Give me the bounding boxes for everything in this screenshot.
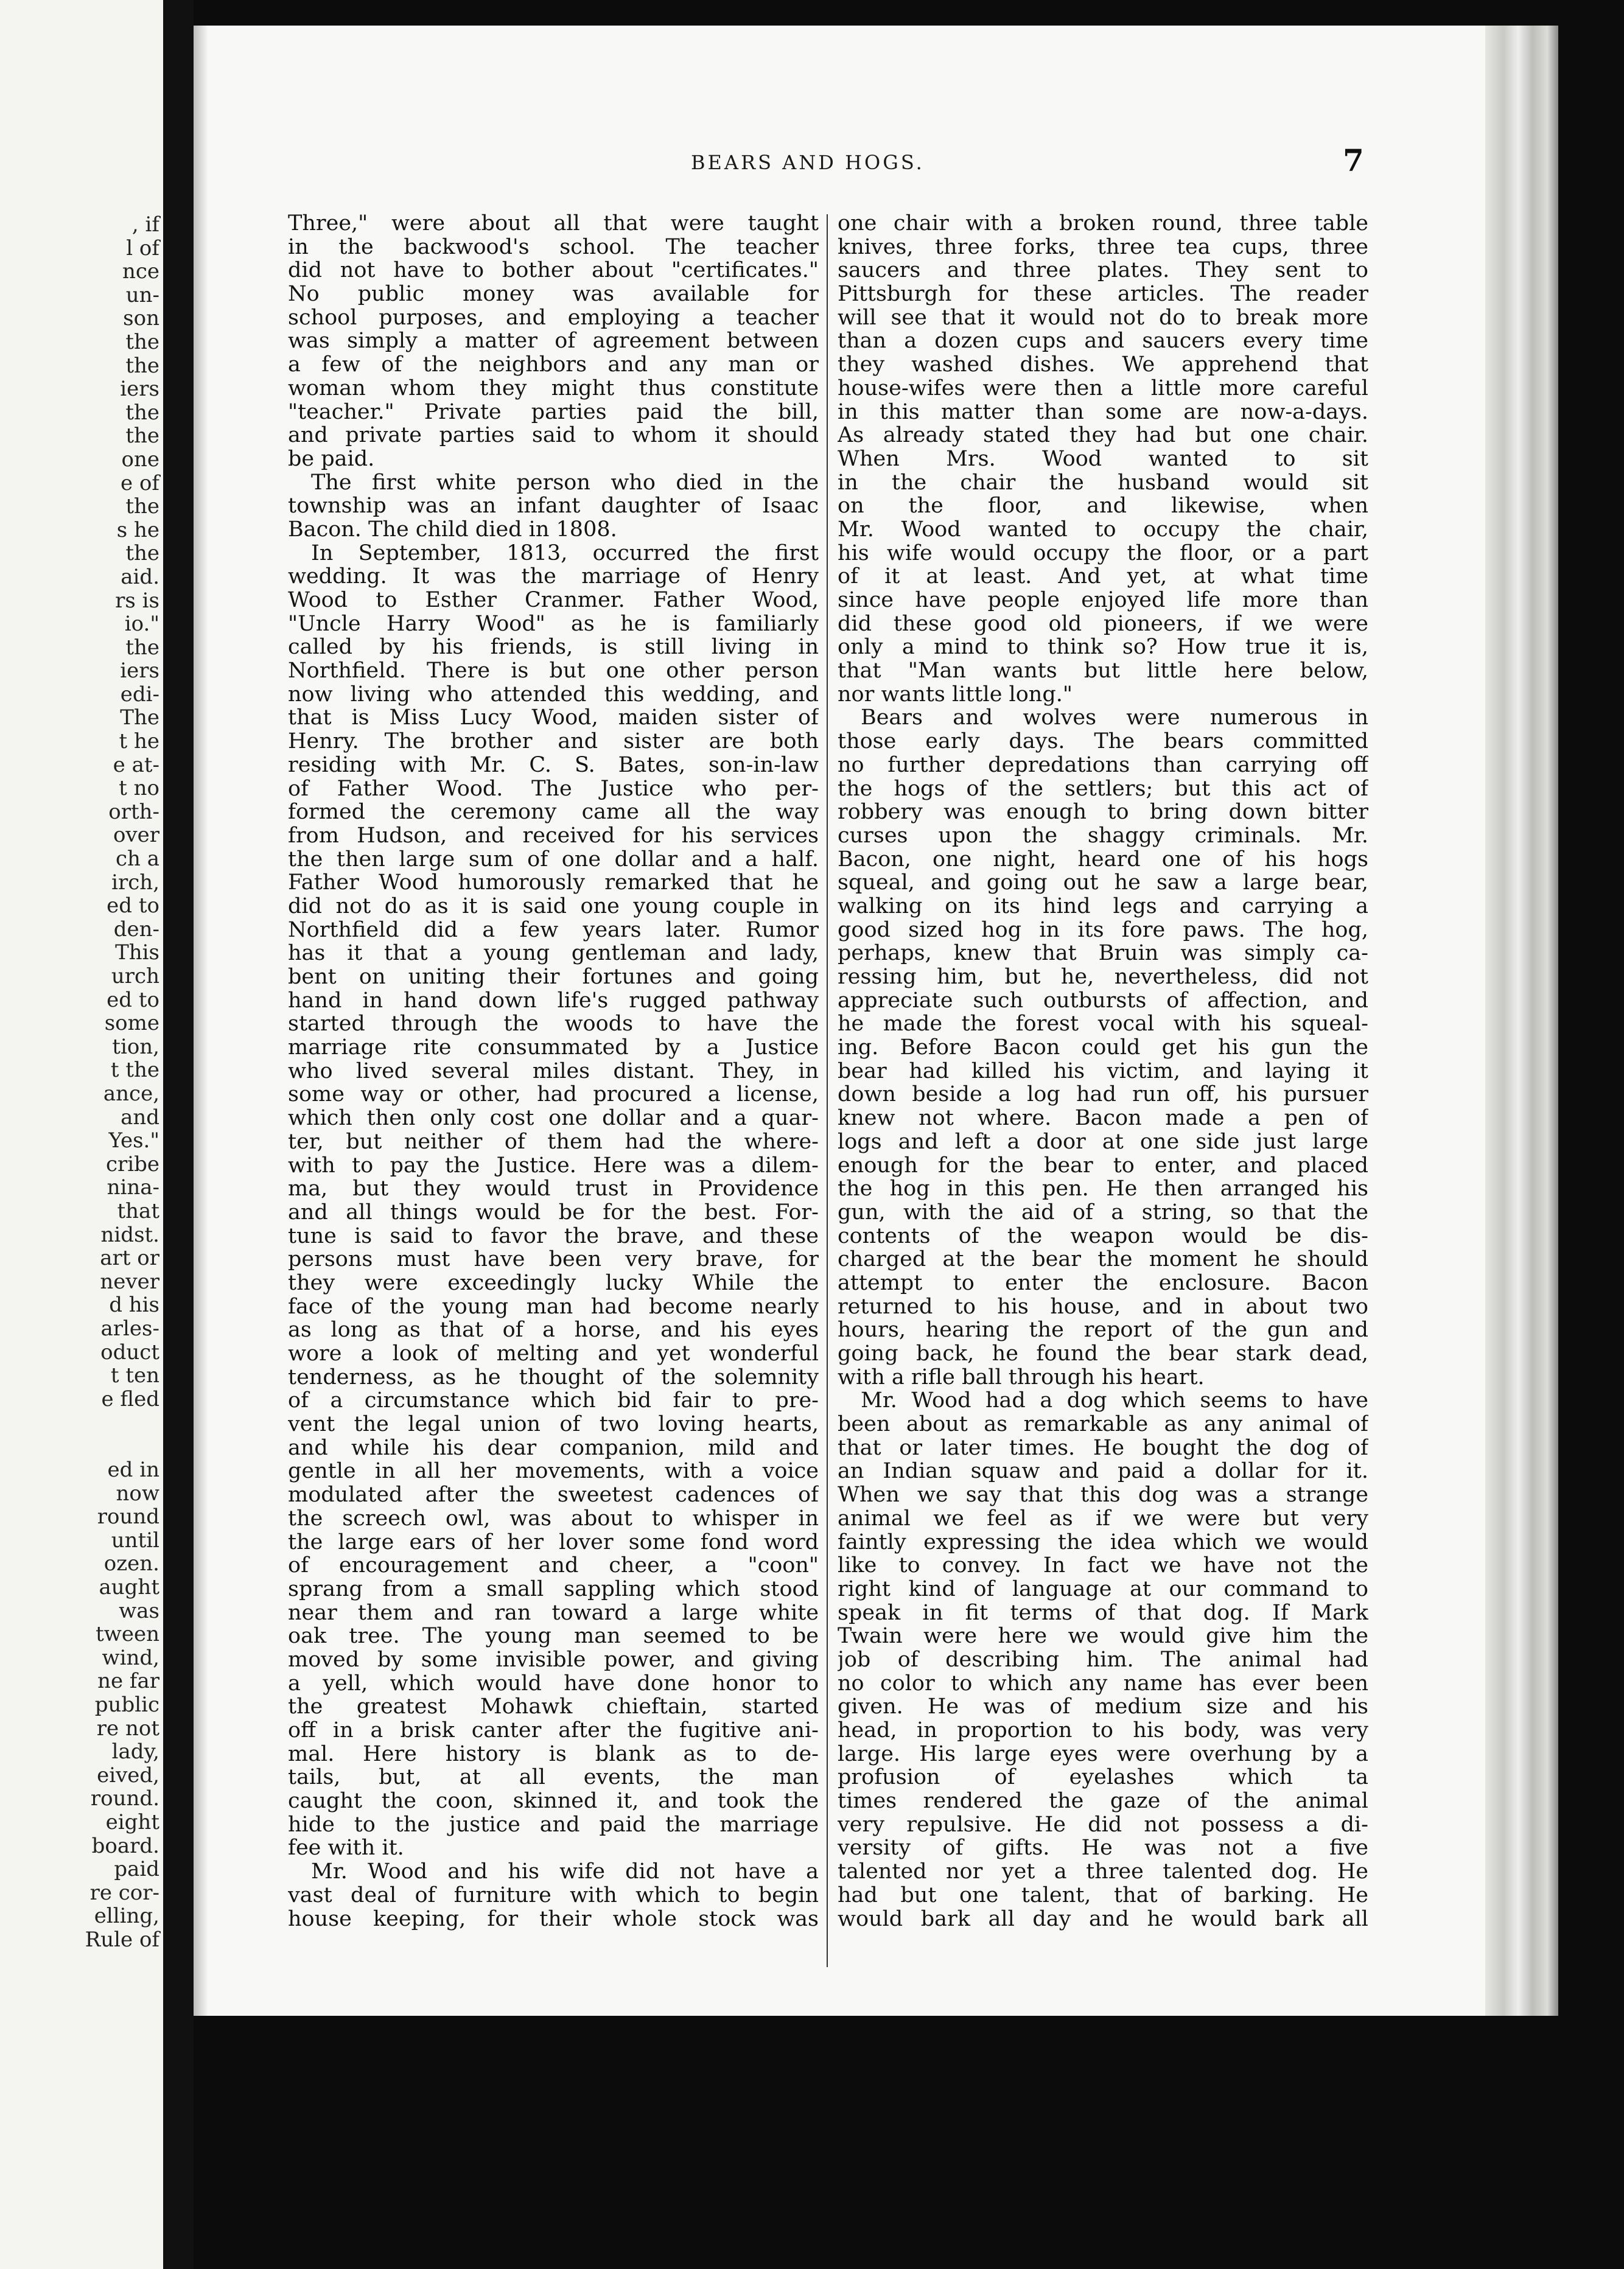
text-line: tenderness, as he thought of the solemnity	[288, 1365, 819, 1390]
facing-page-line: irch,	[111, 870, 159, 895]
text-line: ing. Before Bacon could get his gun the	[838, 1036, 1368, 1060]
facing-page-line: urch	[111, 964, 159, 988]
facing-page-line: re cor-	[89, 1880, 159, 1905]
facing-page-text-lower	[13, 1458, 159, 1951]
text-line: Henry. The brother and sister are both	[288, 730, 819, 753]
facing-page-line: iers	[120, 659, 159, 683]
text-line: a yell, which would have done honor to	[288, 1671, 819, 1696]
text-line: the then large sum of one dollar and a half.	[288, 847, 819, 872]
facing-page-line: cribe	[105, 1152, 159, 1176]
text-line: oak tree. The young man seemed to be	[288, 1624, 819, 1648]
facing-page-line: the	[125, 541, 159, 566]
facing-page-line: ch a	[115, 847, 159, 872]
facing-page-line: io."	[124, 612, 159, 637]
facing-page-line: the	[125, 635, 159, 660]
facing-page-line: the	[125, 400, 159, 425]
text-line: ressing him, but he, nevertheless, did not	[838, 965, 1368, 989]
text-line: logs and left a door at one side just large	[838, 1130, 1368, 1154]
facing-page-line: l of	[126, 236, 159, 260]
facing-page-line: tween	[96, 1622, 159, 1647]
text-line: saucers and three plates. They sent to	[838, 259, 1368, 283]
text-line: that "Man wants but little here below,	[838, 659, 1368, 683]
text-line: and all things would be for the best. For-	[288, 1200, 819, 1225]
text-line: they washed dishes. We apprehend that	[838, 353, 1368, 377]
facing-page-line: e at-	[113, 752, 159, 777]
facing-page-line: Yes."	[108, 1128, 159, 1153]
text-line: ma, but they would trust in Providence	[288, 1177, 819, 1201]
text-line: Northfield did a few years later. Rumor	[288, 918, 819, 942]
facing-page-line: e fled	[101, 1386, 159, 1411]
text-line: Father Wood humorously remarked that he	[288, 871, 819, 895]
text-line: tune is said to favor the brave, and these	[288, 1224, 819, 1248]
text-line: marriage rite consummated by a Justice	[288, 1036, 819, 1060]
facing-page-line: aught	[99, 1575, 159, 1599]
facing-page-line: paid	[114, 1857, 159, 1882]
text-line: started through the woods to have the	[288, 1012, 819, 1037]
text-line: Wood to Esther Cranmer. Father Wood,	[288, 589, 819, 612]
facing-page-line: eived,	[97, 1763, 159, 1788]
facing-page-line: nina-	[107, 1175, 159, 1200]
text-line: knew not where. Bacon made a pen of	[838, 1107, 1368, 1130]
text-line: Bacon. The child died in 1808.	[288, 517, 617, 542]
facing-page-line: until	[111, 1528, 159, 1553]
facing-page-line: the	[125, 494, 159, 519]
text-line: face of the young man had become nearly	[288, 1295, 819, 1319]
text-line: charged at the bear the moment he should	[838, 1248, 1368, 1271]
text-line: formed the ceremony came all the way	[288, 800, 819, 824]
text-line: wore a look of melting and yet wonderful	[288, 1342, 819, 1366]
text-line: No public money was available for	[288, 282, 819, 306]
facing-page-line: re not	[96, 1716, 159, 1741]
text-line: since have people enjoyed life more than	[838, 589, 1368, 612]
text-line: now living who attended this wedding, and	[288, 682, 819, 707]
text-line: Bacon, one night, heard one of his hogs	[838, 847, 1368, 872]
text-line: modulated after the sweetest cadences of	[288, 1483, 819, 1507]
text-line: did not do as it is said one young couple in	[288, 894, 819, 918]
facing-page-line: one	[121, 447, 159, 472]
text-line: Northfield. There is but one other person	[288, 659, 819, 683]
spine-shadow	[194, 26, 208, 2016]
text-line: bent on uniting their fortunes and going	[288, 965, 819, 989]
facing-page-line: Rule of	[85, 1927, 159, 1952]
text-line: Three," were about all that were taught	[288, 212, 819, 236]
text-line: faintly expressing the idea which we would	[838, 1530, 1368, 1554]
facing-page-line: t he	[119, 729, 159, 754]
text-column-right	[838, 212, 1368, 1931]
facing-page-line: board.	[91, 1833, 159, 1858]
text-line: the greatest Mohawk chieftain, started	[288, 1695, 819, 1719]
text-line: the large ears of her lover some fond word	[288, 1530, 819, 1554]
facing-page-line: This	[115, 940, 159, 965]
text-line: like to convey. In fact we have not the	[838, 1554, 1368, 1578]
text-line: perhaps, knew that Bruin was simply ca-	[838, 942, 1368, 965]
text-line: very repulsive. He did not possess a di-	[838, 1813, 1368, 1837]
text-line: been about as remarkable as any animal of	[838, 1413, 1368, 1436]
text-line: house keeping, for their whole stock was	[288, 1907, 819, 1931]
text-line: who lived several miles distant. They, in	[288, 1059, 819, 1083]
text-line: down beside a log had run off, his pursuer	[838, 1083, 1368, 1107]
text-line: that is Miss Lucy Wood, maiden sister of	[288, 706, 819, 730]
text-line: which then only cost one dollar and a quar-	[288, 1107, 819, 1130]
book-gutter	[163, 0, 194, 2269]
text-line: of encouragement and cheer, a "coon"	[288, 1554, 819, 1578]
text-line: tails, but, at all events, the man	[288, 1766, 819, 1790]
text-line: versity of gifts. He was not a five	[838, 1836, 1368, 1861]
text-line: an Indian squaw and paid a dollar for it.	[838, 1460, 1368, 1484]
text-line: in the chair the husband would sit	[838, 470, 1368, 495]
text-line: woman whom they might thus constitute	[288, 376, 819, 400]
text-line: sprang from a small sappling which stood	[288, 1577, 819, 1601]
text-line: and while his dear companion, mild and	[288, 1436, 819, 1460]
text-line: of a circumstance which bid fair to pre-	[288, 1389, 819, 1413]
text-line: knives, three forks, three tea cups, three	[838, 235, 1368, 259]
text-line: The first white person who died in the	[311, 470, 819, 495]
text-line: attempt to enter the enclosure. Bacon	[838, 1271, 1368, 1295]
text-line: with a rifle ball through his heart.	[838, 1365, 1205, 1390]
facing-page-line: the	[125, 424, 159, 449]
facing-page-line: edi-	[120, 682, 159, 707]
text-line: a few of the neighbors and any man or	[288, 353, 819, 377]
text-line: hide to the justice and paid the marriage	[288, 1813, 819, 1837]
facing-page-line: ance,	[103, 1081, 159, 1106]
text-line: Mr. Wood wanted to occupy the chair,	[838, 517, 1368, 542]
text-line: with to pay the Justice. Here was a dilem-	[288, 1153, 819, 1178]
text-line: as long as that of a horse, and his eyes	[288, 1318, 819, 1342]
text-line: than a dozen cups and saucers every time	[838, 329, 1368, 354]
text-line: appreciate such outbursts of affection, and	[838, 988, 1368, 1013]
facing-page-line: ed to	[107, 987, 159, 1012]
text-line: his wife would occupy the floor, or a part	[838, 541, 1368, 565]
facing-page-line: ozen.	[103, 1551, 159, 1576]
facing-page-line: ed to	[107, 893, 159, 918]
facing-page-line: never	[100, 1269, 159, 1294]
facing-page-line: eight	[105, 1809, 159, 1834]
text-line: persons must have been very brave, for	[288, 1248, 819, 1271]
facing-page-line: e of	[121, 470, 159, 495]
facing-page-line: now	[116, 1481, 159, 1506]
running-head: BEARS AND HOGS.	[691, 151, 925, 174]
text-line: bear had killed his victim, and laying it	[838, 1059, 1368, 1083]
text-line: profusion of eyelashes which ta	[838, 1766, 1368, 1790]
text-line: was simply a matter of agreement between	[288, 329, 819, 354]
facing-page-line: t ten	[110, 1363, 159, 1388]
facing-page-line: s he	[116, 517, 159, 542]
text-line: robbery was enough to bring down bitter	[838, 800, 1368, 824]
text-line: ter, but neither of them had the where-	[288, 1130, 819, 1154]
facing-page-line: oduct	[100, 1340, 159, 1365]
text-line: some way or other, had procured a license,	[288, 1083, 819, 1107]
text-line: hours, hearing the report of the gun and	[838, 1318, 1368, 1342]
text-column-left	[288, 212, 819, 1931]
text-line: times rendered the gaze of the animal	[838, 1789, 1368, 1813]
facing-page-line: iers	[120, 377, 159, 402]
text-line: school purposes, and employing a teacher	[288, 306, 819, 330]
page-number: 7	[1343, 142, 1364, 178]
text-line: township was an infant daughter of Isaac	[288, 494, 819, 518]
text-line: residing with Mr. C. S. Bates, son-in-law	[288, 753, 819, 777]
facing-page-line: that	[117, 1198, 159, 1223]
text-line: and private parties said to whom it should	[288, 424, 819, 447]
text-line: had but one talent, that of barking. He	[838, 1883, 1368, 1907]
text-line: will see that it would not do to break more	[838, 306, 1368, 330]
text-line: only a mind to think so? How true it is,	[838, 635, 1368, 660]
text-line: returned to his house, and in about two	[838, 1295, 1368, 1319]
text-line: When we say that this dog was a strange	[838, 1483, 1368, 1507]
text-line: right kind of language at our command to	[838, 1577, 1368, 1601]
text-line: house-wifes were then a little more careful	[838, 376, 1368, 400]
text-line: fee with it.	[288, 1836, 404, 1861]
text-line: head, in proportion to his body, was very	[838, 1719, 1368, 1743]
text-line: vent the legal union of two loving hearts,	[288, 1413, 819, 1436]
text-line: Bears and wolves were numerous in	[861, 706, 1368, 730]
text-line: of it at least. And yet, at what time	[838, 565, 1368, 589]
facing-page-line: round.	[90, 1786, 159, 1811]
facing-page-line: round	[97, 1505, 159, 1530]
facing-page-line: aid.	[121, 564, 159, 589]
text-line: In September, 1813, occurred the first	[311, 541, 819, 565]
text-line: wedding. It was the marriage of Henry	[288, 565, 819, 589]
text-line: called by his friends, is still living in	[288, 635, 819, 660]
facing-page-line: nce	[122, 259, 159, 284]
facing-page-line: and	[121, 1105, 159, 1130]
text-line: good sized hog in its fore paws. The hog,	[838, 918, 1368, 942]
text-line: off in a brisk canter after the fugitive ani-	[288, 1719, 819, 1743]
page-edges	[1485, 26, 1558, 2016]
facing-page-line: ed in	[107, 1458, 159, 1482]
facing-page-line: rs is	[115, 588, 159, 613]
text-line: curses upon the shaggy criminals. Mr.	[838, 823, 1368, 848]
facing-page-line: the	[125, 353, 159, 378]
text-line: near them and ran toward a large white	[288, 1601, 819, 1625]
facing-page-line: some	[104, 1011, 159, 1036]
facing-page-line: ne far	[97, 1669, 159, 1694]
facing-page-line: , if	[131, 212, 159, 237]
text-line: no further depredations than carrying off	[838, 753, 1368, 777]
text-line: walking on its hind legs and carrying a	[838, 894, 1368, 918]
facing-page-line: arles-	[100, 1316, 159, 1341]
text-line: moved by some invisible power, and giving	[288, 1648, 819, 1672]
text-line: the hog in this pen. He then arranged his	[838, 1177, 1368, 1201]
text-line: one chair with a broken round, three table	[838, 212, 1368, 236]
text-line: from Hudson, and received for his services	[288, 823, 819, 848]
facing-page-line: public	[94, 1692, 159, 1717]
text-line: be paid.	[288, 447, 375, 471]
facing-page-line: elling,	[94, 1904, 159, 1929]
facing-page-line: nidst.	[100, 1222, 159, 1247]
text-line: did these good old pioneers, if we were	[838, 612, 1368, 636]
text-line: Twain were here we would give him the	[838, 1624, 1368, 1648]
text-line: going back, he found the bear stark dead,	[838, 1342, 1368, 1366]
text-line: "teacher." Private parties paid the bill,	[288, 400, 819, 424]
text-line: animal we feel as if we were but very	[838, 1506, 1368, 1531]
facing-page-text-upper	[13, 213, 159, 1411]
facing-page-line: art or	[100, 1246, 159, 1271]
text-line: job of describing him. The animal had	[838, 1648, 1368, 1672]
text-line: nor wants little long."	[838, 682, 1073, 707]
facing-page-line: wind,	[102, 1645, 159, 1670]
facing-page-line: son	[123, 306, 159, 331]
facing-page-line: orth-	[108, 799, 159, 824]
facing-page-line: lady,	[111, 1739, 159, 1764]
text-line: talented nor yet a three talented dog. He	[838, 1860, 1368, 1884]
facing-page-line: The	[120, 705, 159, 730]
text-line: mal. Here history is blank as to de-	[288, 1742, 819, 1766]
text-line: would bark all day and he would bark all	[838, 1907, 1368, 1931]
text-line: speak in fit terms of that dog. If Mark	[838, 1601, 1368, 1625]
facing-page-line: d his	[109, 1293, 159, 1318]
text-line: gun, with the aid of a string, so that the	[838, 1200, 1368, 1225]
facing-page-line: was	[119, 1598, 159, 1623]
text-line: contents of the weapon would be dis-	[838, 1224, 1368, 1248]
text-line: has it that a young gentleman and lady,	[288, 942, 819, 965]
text-line: the screech owl, was about to whisper in	[288, 1506, 819, 1531]
text-line: "Uncle Harry Wood" as he is familiarly	[288, 612, 819, 636]
text-line: that or later times. He bought the dog of	[838, 1436, 1368, 1460]
text-line: in the backwood's school. The teacher	[288, 235, 819, 259]
text-line: of Father Wood. The Justice who per-	[288, 777, 819, 801]
facing-page-line: un-	[125, 282, 159, 307]
text-line: enough for the bear to enter, and placed	[838, 1153, 1368, 1178]
text-line: vast deal of furniture with which to begin	[288, 1883, 819, 1907]
text-line: large. His large eyes were overhung by a	[838, 1742, 1368, 1766]
text-line: Pittsburgh for these articles. The reader	[838, 282, 1368, 306]
facing-page-line: the	[125, 329, 159, 354]
facing-page-line: den-	[113, 917, 159, 942]
facing-page-line: t no	[119, 776, 159, 801]
text-line: Mr. Wood had a dog which seems to have	[861, 1389, 1368, 1413]
text-line: When Mrs. Wood wanted to sit	[838, 447, 1368, 471]
text-line: caught the coon, skinned it, and took the	[288, 1789, 819, 1813]
text-line: As already stated they had but one chair.	[838, 424, 1368, 447]
text-line: in this matter than some are now-a-days.	[838, 400, 1368, 424]
column-rule	[827, 214, 828, 1967]
text-line: hand in hand down life's rugged pathway	[288, 988, 819, 1013]
text-line: those early days. The bears committed	[838, 730, 1368, 753]
text-line: the hogs of the settlers; but this act of	[838, 777, 1368, 801]
text-line: on the floor, and likewise, when	[838, 494, 1368, 518]
text-line: Mr. Wood and his wife did not have a	[311, 1860, 819, 1884]
text-line: squeal, and going out he saw a large bear,	[838, 871, 1368, 895]
facing-page-fragment	[0, 0, 163, 2269]
text-line: no color to which any name has ever been	[838, 1671, 1368, 1696]
facing-page-line: over	[113, 823, 159, 848]
text-line: did not have to bother about "certificates."	[288, 259, 819, 283]
text-line: given. He was of medium size and his	[838, 1695, 1368, 1719]
facing-page-line: t the	[110, 1058, 159, 1083]
text-line: they were exceedingly lucky While the	[288, 1271, 819, 1295]
text-line: gentle in all her movements, with a voice	[288, 1460, 819, 1484]
text-line: he made the forest vocal with his squeal-	[838, 1012, 1368, 1037]
facing-page-line: tion,	[112, 1034, 159, 1059]
